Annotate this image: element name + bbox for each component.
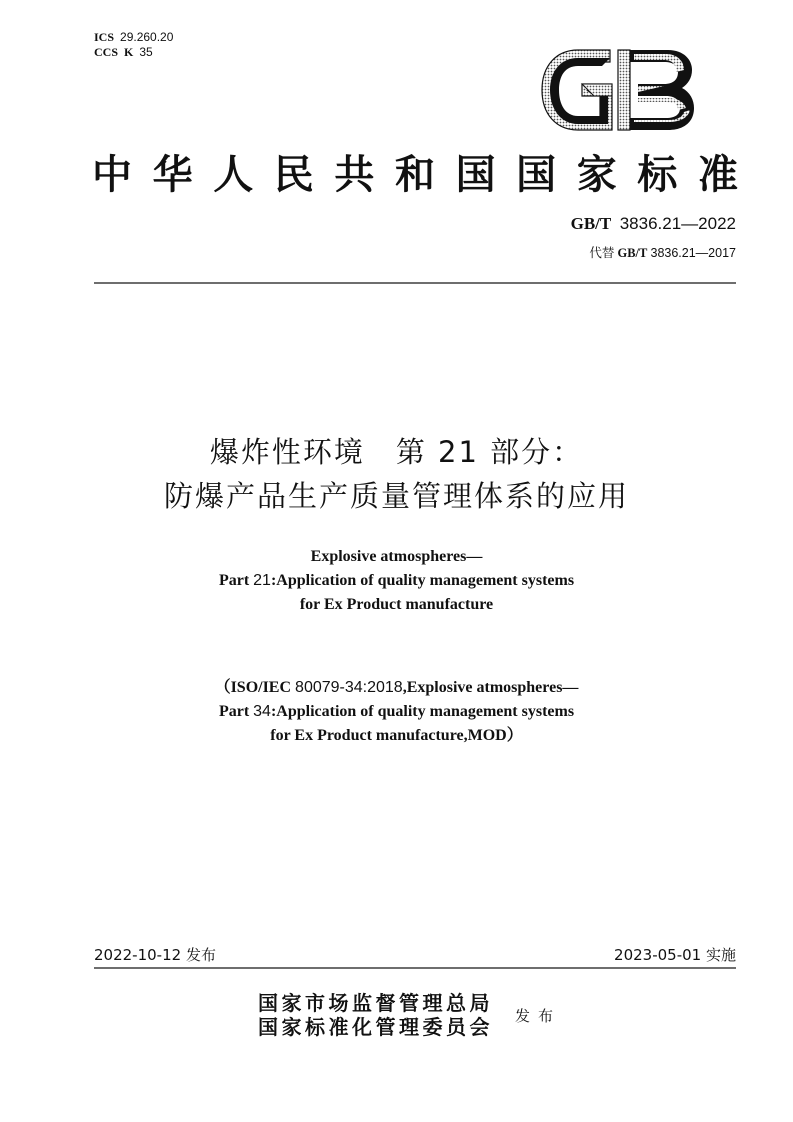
classification-codes <box>94 30 173 60</box>
text: Part <box>218 572 254 589</box>
english-title-line1: Explosive atmospheres— <box>310 548 483 565</box>
text: Part <box>218 703 254 720</box>
part-number: 21 <box>253 572 271 589</box>
publisher-sac: 国家标准化管理委员会 <box>258 1015 493 1039</box>
title-char: 准 <box>697 151 738 198</box>
effective-date: 2023-05-01 实施 <box>614 946 736 964</box>
iso-number: 80079-34:2018 <box>295 679 403 696</box>
ics-code <box>94 30 173 45</box>
ccs-value: 35 <box>139 45 153 59</box>
english-title <box>0 545 793 617</box>
text: :Application of quality management systems <box>270 572 575 589</box>
gb-logo-icon <box>538 46 698 134</box>
text: :Application of quality management systems <box>270 703 575 720</box>
publisher-samr: 国家市场监督管理总局 <box>258 991 493 1015</box>
footer-divider <box>94 967 736 969</box>
publishers <box>258 991 561 1039</box>
standard-prefix: GB/T <box>570 214 612 233</box>
replaces-standard <box>589 243 736 261</box>
chinese-title <box>0 430 793 518</box>
title-char: 民 <box>273 151 314 198</box>
title-char: 共 <box>334 151 375 198</box>
english-title-line2 <box>0 569 793 593</box>
ccs-label: CCS <box>94 45 119 59</box>
header-divider <box>94 282 736 284</box>
title-char: 中 <box>92 151 132 198</box>
chinese-title-line2: 防爆产品生产质量管理体系的应用 <box>163 479 629 513</box>
iso-reference-line1 <box>0 676 793 700</box>
publisher-names <box>258 991 493 1039</box>
english-title-line3: for Ex Product manufacture <box>299 596 494 613</box>
replaces-number: 3836.21—2017 <box>650 246 736 260</box>
ccs-code <box>94 45 173 60</box>
ics-label: ICS <box>94 30 115 44</box>
issue-date: 2022-10-12 发布 <box>94 946 216 964</box>
standard-number <box>571 214 736 234</box>
ccs-letter: K <box>124 45 134 59</box>
publish-label: 发布 <box>515 1006 562 1025</box>
title-char: 国 <box>455 151 496 198</box>
title-char: 人 <box>213 151 254 198</box>
text: ,Explosive atmospheres— <box>402 679 579 696</box>
standard-number-value: 3836.21—2022 <box>619 214 736 233</box>
ics-value: 29.260.20 <box>120 30 174 44</box>
iso-reference-line3: for Ex Product manufacture,MOD） <box>270 727 523 744</box>
iso-reference <box>0 676 793 748</box>
replaces-prefix: GB/T <box>617 246 648 260</box>
part-number: 34 <box>253 703 271 720</box>
national-standard-title <box>92 150 738 200</box>
title-char: 家 <box>576 151 617 198</box>
title-char: 标 <box>637 151 678 198</box>
text: （ISO/IEC <box>214 679 296 696</box>
chinese-title-line1: 爆炸性环境 第 21 部分： <box>209 435 584 469</box>
dates-row <box>94 945 736 965</box>
title-char: 国 <box>516 151 557 198</box>
title-char: 华 <box>152 151 193 198</box>
iso-reference-line2 <box>0 700 793 724</box>
replaces-label: 代替 <box>589 245 615 260</box>
title-char: 和 <box>394 151 435 198</box>
